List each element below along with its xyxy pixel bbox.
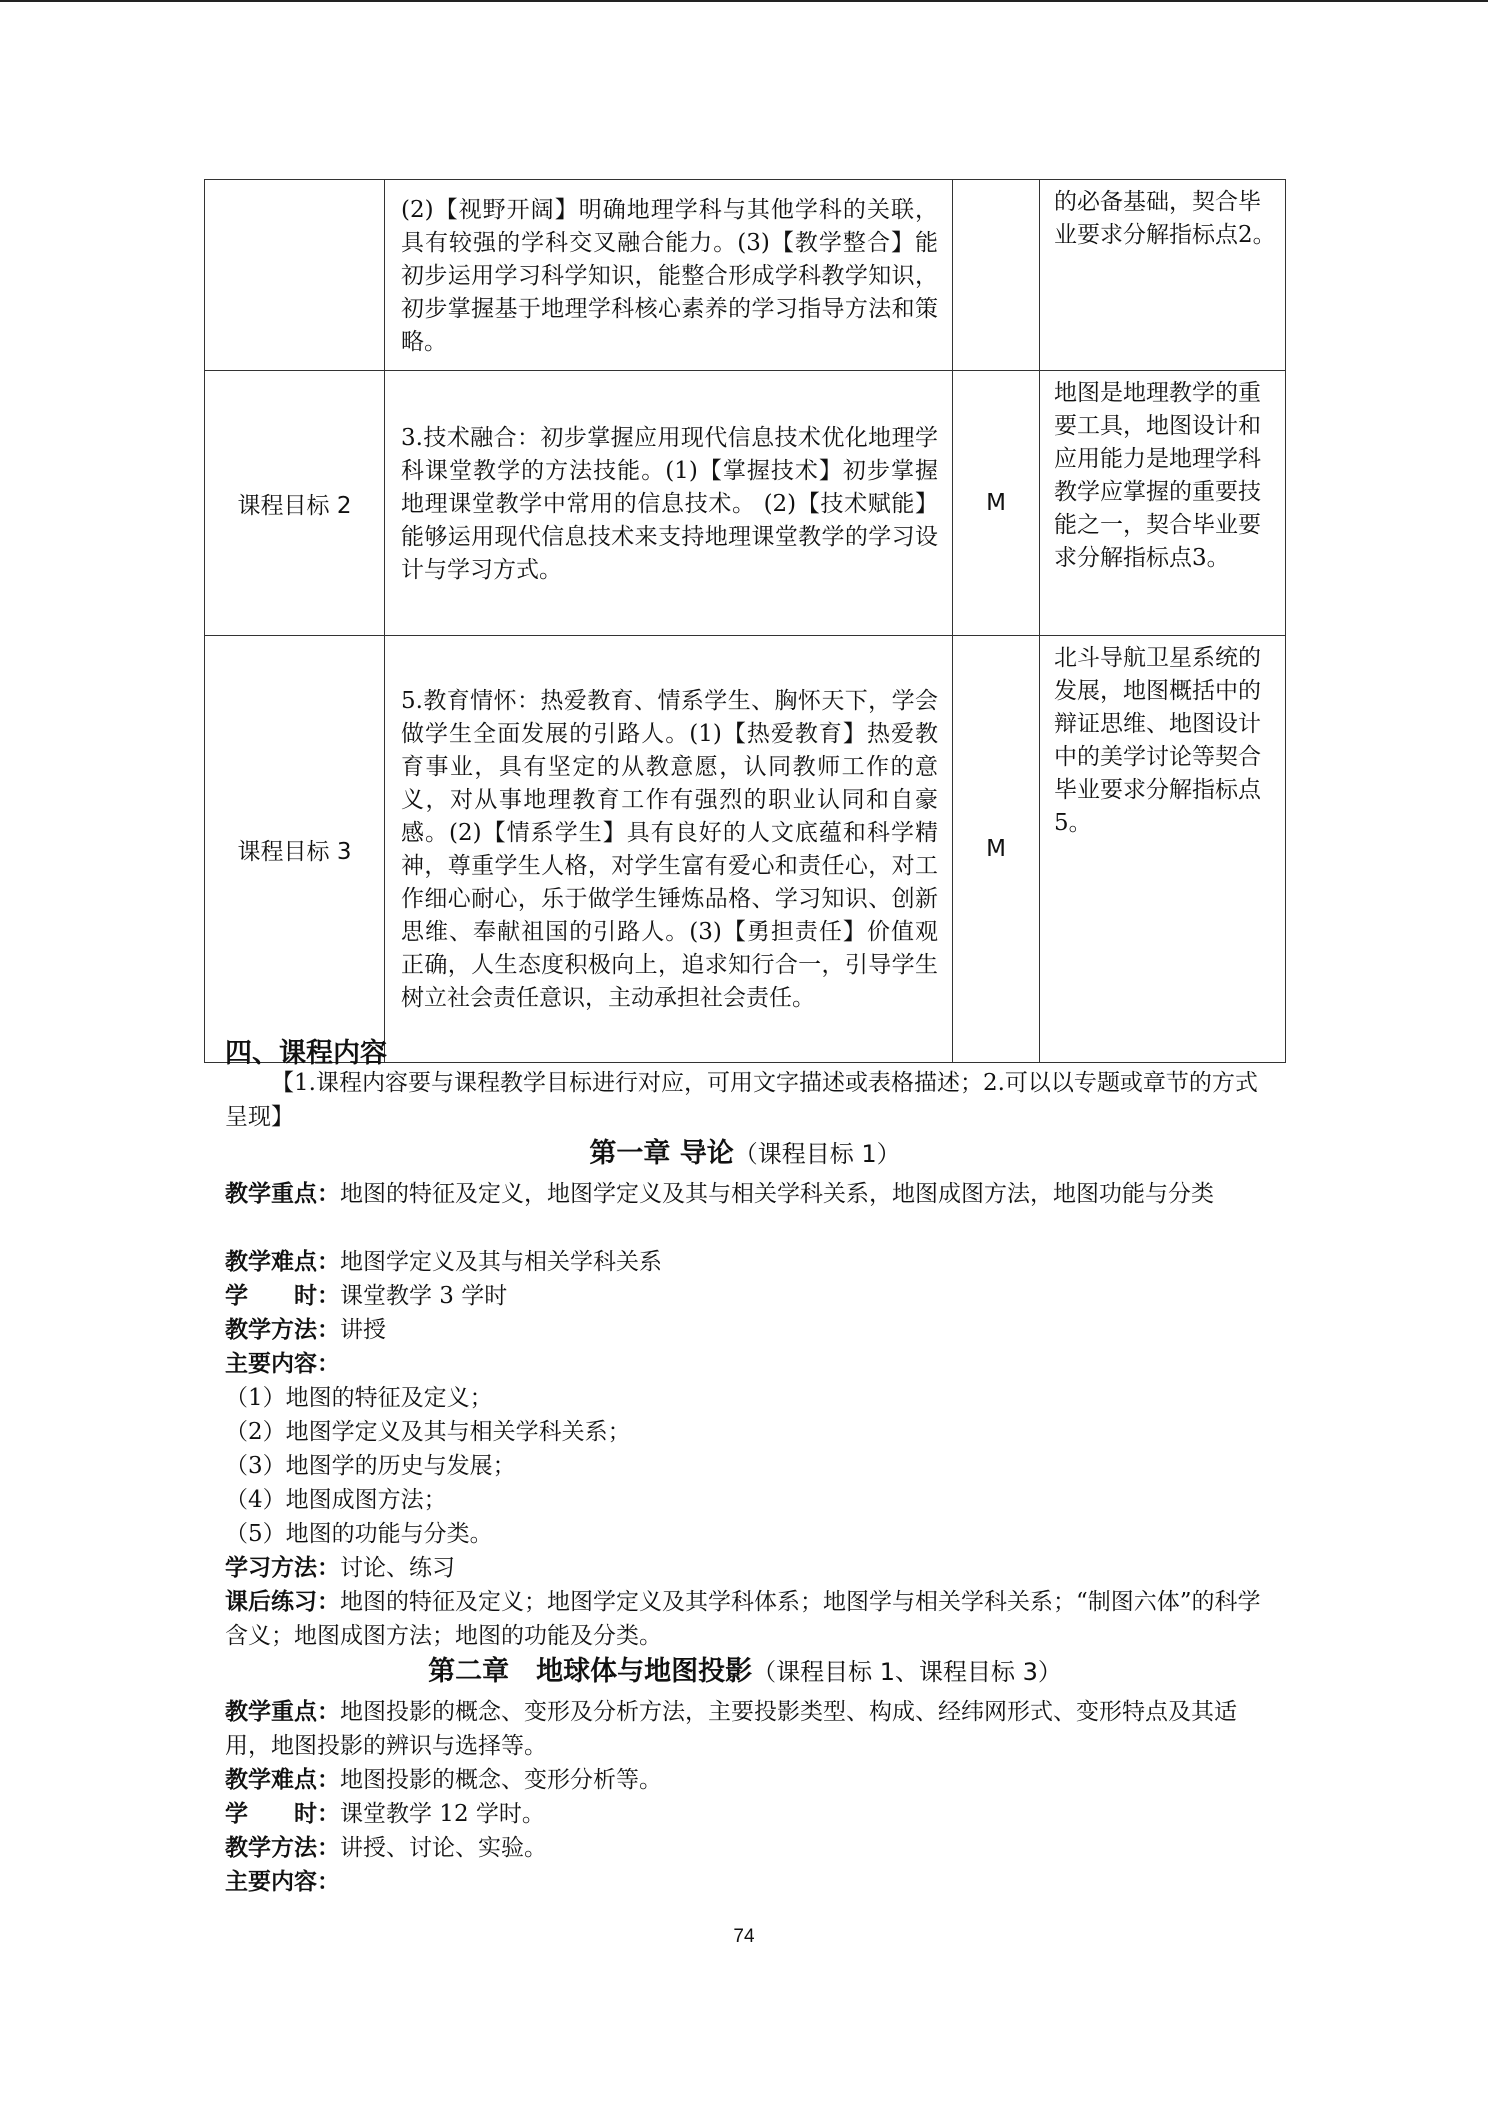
top-border xyxy=(0,0,1488,2)
field-value: 地图学定义及其与相关学科关系 xyxy=(340,1249,662,1275)
list-item: （2）地图学定义及其与相关学科关系； xyxy=(225,1419,631,1445)
goal-level-cell: M xyxy=(953,371,1040,636)
goal-desc-cell: 5.教育情怀：热爱教育、情系学生、胸怀天下，学会做学生全面发展的引路人。(1)【热爱教育】热爱教育事业，具有坚定的从教意愿，认同教师工作的意义，对从事地理教育工作有强烈的职业认同和自豪感。(2)【情系学生】具有良好的人文底蕴和科学精神，尊重学生人格，对学生富有爱心和责任心，对工作细心耐心，乐于做学生锤炼品格、学习知识、创新思维、奉献祖国的引路人。(3)【勇担责任】价值观正确，人生态度积极向上，追求知行合一，引导学生树立社会责任意识，主动承担社会责任。 xyxy=(385,636,953,1063)
goal-name-cell xyxy=(205,180,385,371)
chapter-2-difficult-points xyxy=(225,1763,1270,1797)
goal-note-cell: 的必备基础，契合毕业要求分解指标点2。 xyxy=(1040,180,1286,371)
chapter-2-heading xyxy=(225,1655,1265,1689)
field-label: 教学重点： xyxy=(225,1181,340,1207)
field-label: 课后练习： xyxy=(225,1589,340,1615)
field-label: 学 时： xyxy=(225,1283,340,1309)
field-label: 主要内容： xyxy=(225,1869,340,1895)
chapter-2-title: 第二章 地球体与地图投影 xyxy=(428,1656,753,1687)
field-value: 地图投影的概念、变形及分析方法，主要投影类型、构成、经纬网形式、变形特点及其适用，地图投影的辨识与选择等。 xyxy=(225,1699,1237,1759)
field-value: 讲授、讨论、实验。 xyxy=(340,1835,547,1861)
field-value: 课堂教学 12 学时。 xyxy=(340,1801,545,1827)
field-value: 课堂教学 3 学时 xyxy=(340,1283,508,1309)
chapter-1-study-method xyxy=(225,1551,1270,1585)
chapter-1-key-points xyxy=(225,1177,1270,1211)
chapter-2-goal: （课程目标 1、课程目标 3） xyxy=(752,1658,1062,1686)
table-row xyxy=(205,636,1286,1063)
goal-note-cell: 北斗导航卫星系统的发展，地图概括中的辩证思维、地图设计中的美学讨论等契合毕业要求分解指标点5。 xyxy=(1040,636,1286,1063)
field-label: 教学难点： xyxy=(225,1767,340,1793)
chapter-2-content-label xyxy=(225,1865,1270,1899)
field-label: 教学方法： xyxy=(225,1317,340,1343)
list-item: （1）地图的特征及定义； xyxy=(225,1385,493,1411)
chapter-1-hours xyxy=(225,1279,1270,1313)
page-number: 74 xyxy=(733,1926,755,1947)
course-goals-table xyxy=(204,179,1286,1063)
goals-table-wrapper xyxy=(204,179,1285,1063)
field-value: 地图投影的概念、变形分析等。 xyxy=(340,1767,662,1793)
table-row xyxy=(205,180,1286,371)
list-item: （4）地图成图方法； xyxy=(225,1487,447,1513)
field-value: 地图的特征及定义；地图学定义及其学科体系；地图学与相关学科关系；“制图六体”的科学含义；地图成图方法；地图的功能及分类。 xyxy=(225,1589,1261,1649)
field-value: 地图的特征及定义，地图学定义及其与相关学科关系，地图成图方法，地图功能与分类 xyxy=(340,1181,1214,1207)
chapter-1-practice xyxy=(225,1585,1270,1653)
goal-note-cell: 地图是地理教学的重要工具，地图设计和应用能力是地理学科教学应掌握的重要技能之一，契合毕业要求分解指标点3。 xyxy=(1040,371,1286,636)
chapter-1-title: 第一章 导论 xyxy=(589,1138,734,1169)
field-label: 教学难点： xyxy=(225,1249,340,1275)
chapter-2-hours xyxy=(225,1797,1270,1831)
chapter-2-method xyxy=(225,1831,1270,1865)
chapter-2-key-points xyxy=(225,1695,1270,1763)
field-label: 教学重点： xyxy=(225,1699,340,1725)
chapter-1-method xyxy=(225,1313,1270,1347)
goal-level-cell xyxy=(953,180,1040,371)
goal-desc-cell: (2)【视野开阔】明确地理学科与其他学科的关联，具有较强的学科交叉融合能力。(3)【教学整合】能初步运用学习科学知识，能整合形成学科教学知识，初步掌握基于地理学科核心素养的学习指导方法和策略。 xyxy=(385,180,953,371)
table-row xyxy=(205,371,1286,636)
goal-name-cell: 课程目标 2 xyxy=(205,371,385,636)
section-note: 【1.课程内容要与课程教学目标进行对应，可用文字描述或表格描述；2.可以以专题或章节的方式呈现】 xyxy=(225,1070,1258,1130)
field-label: 主要内容： xyxy=(225,1351,340,1377)
section-title: 四、课程内容 xyxy=(225,1038,387,1069)
chapter-1-difficult-points xyxy=(225,1245,1270,1279)
chapter-1-goal: （课程目标 1） xyxy=(733,1140,901,1168)
field-label: 教学方法： xyxy=(225,1835,340,1861)
field-value: 讨论、练习 xyxy=(340,1555,455,1581)
field-label: 学 时： xyxy=(225,1801,340,1827)
chapter-1-heading xyxy=(225,1137,1265,1171)
goal-desc-cell: 3.技术融合：初步掌握应用现代信息技术优化地理学科课堂教学的方法技能。(1)【掌握技术】初步掌握地理课堂教学中常用的信息技术。 (2)【技术赋能】能够运用现代信息技术来支持地理课堂教学的学习设计与学习方式。 xyxy=(385,371,953,636)
goal-name-cell: 课程目标 3 xyxy=(205,636,385,1063)
list-item: （5）地图的功能与分类。 xyxy=(225,1521,493,1547)
field-label: 学习方法： xyxy=(225,1555,340,1581)
list-item: （3）地图学的历史与发展； xyxy=(225,1453,516,1479)
field-value: 讲授 xyxy=(340,1317,386,1343)
goal-level-cell: M xyxy=(953,636,1040,1063)
chapter-1-content-label xyxy=(225,1347,1270,1381)
